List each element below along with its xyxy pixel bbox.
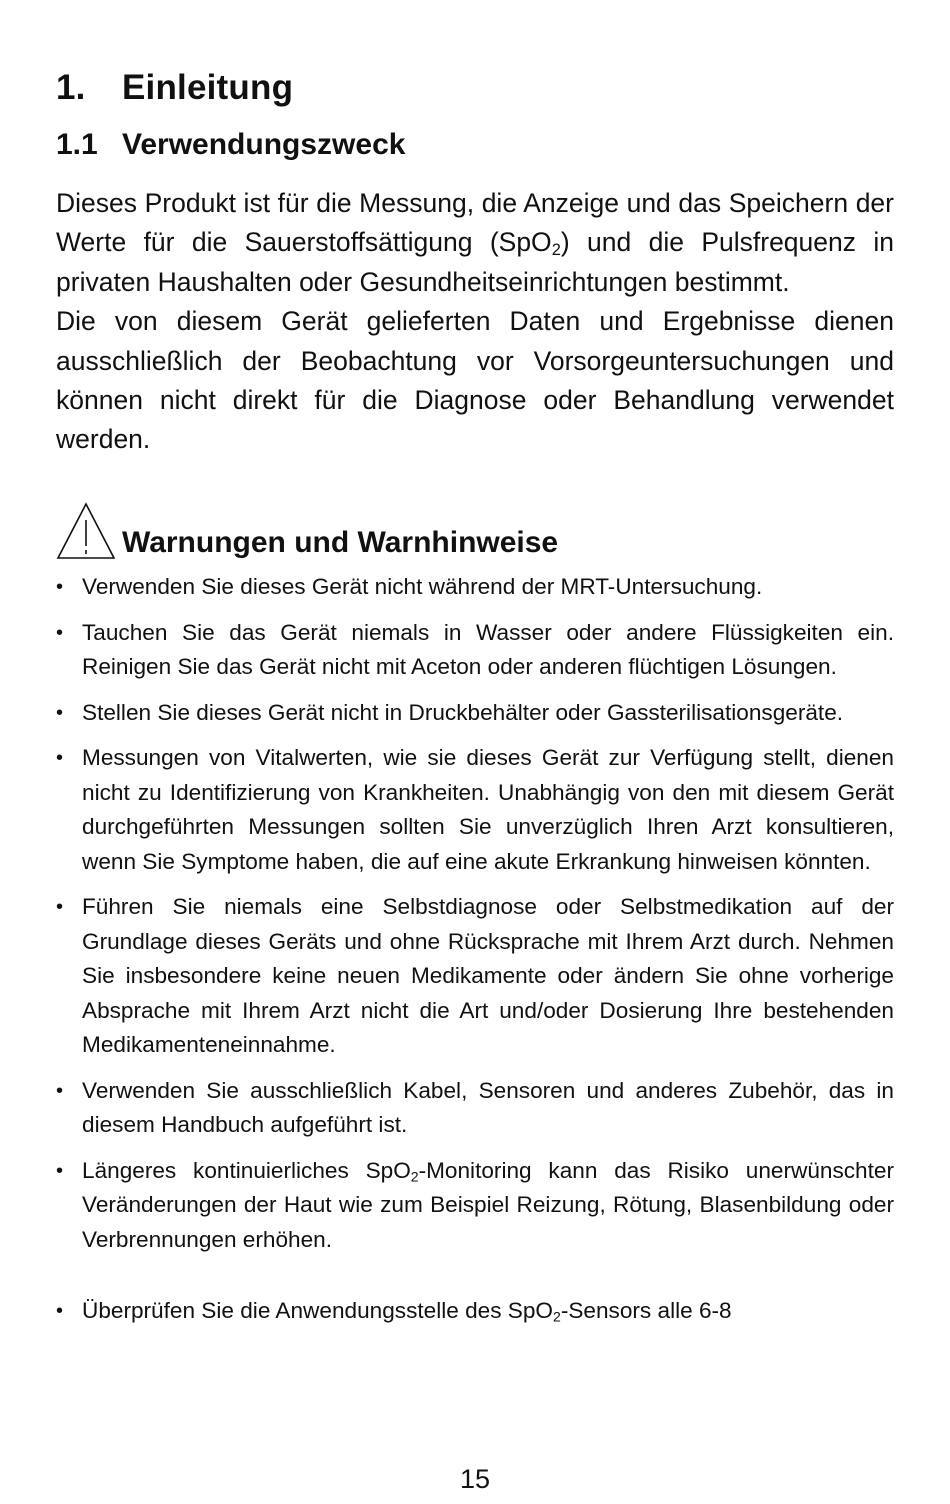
bullet-icon: • — [56, 747, 64, 769]
list-item: • Führen Sie niemals eine Selbstdiagnose oder Selbstmedikation auf der Grundlage dieses Geräts und ohne Rücksprache mit Ihrem Arzt durch. Nehmen Sie insbesondere keine neuen Medikamente oder ändern Sie ohne vorherige Absprache mit Ihrem Arzt nicht die Art und/oder Dosierung Ihre bestehenden Medikamenteneinnahme. — [56, 890, 894, 1063]
bullet-icon: • — [56, 1159, 64, 1182]
bullet-icon: • — [56, 576, 64, 598]
intended-use-text — [56, 184, 894, 460]
intro-paragraph-2: Die von diesem Gerät gelieferten Daten und Ergebnisse dienen ausschließlich der Beobachtung vor Vorsorgeuntersuchungen und können nicht direkt für die Diagnose oder Behandlung verwendet werden. — [56, 306, 894, 455]
bullet-icon: • — [56, 896, 64, 918]
section-number: 1.1 — [56, 128, 98, 161]
warning-triangle-icon — [56, 502, 116, 560]
list-item: • Verwenden Sie ausschließlich Kabel, Sensoren und anderes Zubehör, das in diesem Handbuch aufgeführt ist. — [56, 1074, 894, 1143]
warnings-list — [56, 570, 894, 1340]
list-item: • Tauchen Sie das Gerät niemals in Wasser oder andere Flüssigkeiten ein. Reinigen Sie das Gerät nicht mit Aceton oder anderen flüchtigen Lösungen. — [56, 616, 894, 685]
intro-paragraph-1: Dieses Produkt ist für die Messung, die Anzeige und das Speichern der Werte für die Sauerstoffsättigung (SpO$_2$) und die Pulsfrequenz in privaten Haushalten oder Gesundheitseinrichtungen bestimmt. — [56, 188, 895, 297]
list-item: • Messungen von Vitalwerten, wie sie dieses Gerät zur Verfügung stellt, dienen nicht zu Identifizierung von Krankheiten. Unabhängig von den mit diesem Gerät durchgeführten Messungen sollten Sie unverzüglich Ihren Arzt konsultieren, wenn Sie Symptome haben, die auf eine akute Erkrankung hinweisen könnten. — [56, 741, 894, 879]
bullet-icon: • — [56, 1079, 64, 1102]
section-heading — [56, 128, 405, 162]
warnings-title: Warnungen und Warnhinweise — [122, 526, 559, 559]
bullet-icon: • — [56, 701, 64, 724]
list-item: • Überprüfen Sie die Anwendungsstelle des SpO$_2$-Sensors alle 6-8 — [56, 1294, 894, 1329]
bullet-icon: • — [56, 621, 64, 644]
page-number: 15 — [459, 1464, 491, 1494]
bullet-icon: • — [56, 1300, 64, 1322]
chapter-title: Einleitung — [122, 68, 294, 107]
list-item: • Verwenden Sie dieses Gerät nicht während der MRT-Untersuchung. — [56, 570, 894, 605]
warnings-heading — [56, 500, 894, 562]
chapter-heading — [56, 68, 293, 108]
chapter-number: 1. — [56, 68, 86, 107]
list-item: • Stellen Sie dieses Gerät nicht in Druckbehälter oder Gassterilisationsgeräte. — [56, 696, 894, 731]
section-title: Verwendungszweck — [122, 128, 406, 161]
list-item: • Längeres kontinuierliches SpO$_2$-Monitoring kann das Risiko unerwünschter Veränderungen der Haut wie zum Beispiel Reizung, Rötung, Blasenbildung oder Verbrennungen erhöhen. — [56, 1154, 894, 1258]
